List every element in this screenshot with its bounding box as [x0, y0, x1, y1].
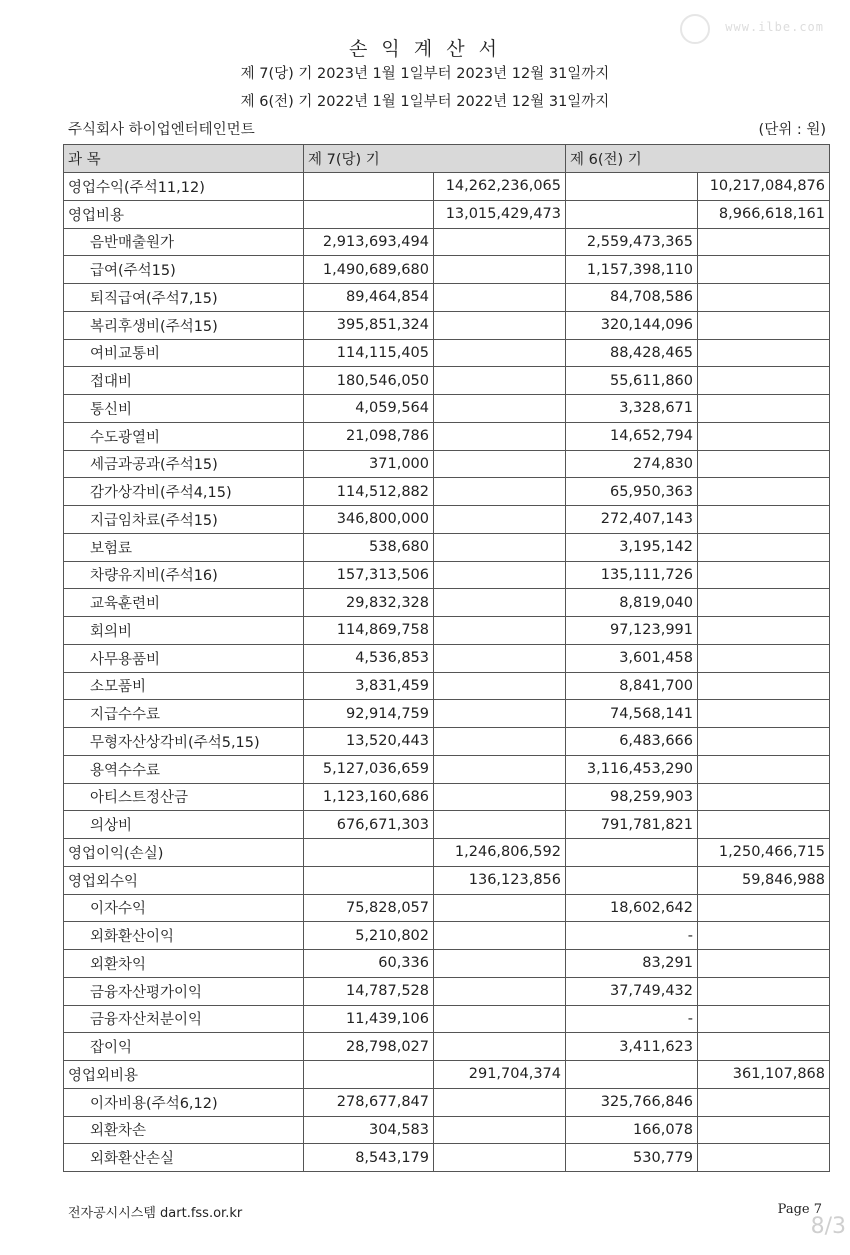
- row-previous-detail: 135,111,726: [566, 561, 698, 589]
- row-item-label: 감가상각비(주석4,15): [64, 478, 304, 506]
- row-current-detail: [304, 200, 434, 228]
- row-current-total: [434, 977, 566, 1005]
- row-previous-total: [698, 1005, 830, 1033]
- row-current-total: [434, 728, 566, 756]
- row-previous-detail: 274,830: [566, 450, 698, 478]
- row-current-total: 13,015,429,473: [434, 200, 566, 228]
- document-title: 손 익 계 산 서: [349, 38, 501, 60]
- row-previous-total: [698, 811, 830, 839]
- row-previous-total: [698, 284, 830, 312]
- row-item-label: 영업외비용: [64, 1061, 304, 1089]
- row-previous-total: [698, 589, 830, 617]
- row-previous-detail: 65,950,363: [566, 478, 698, 506]
- table-row: [64, 755, 830, 783]
- row-current-total: [434, 589, 566, 617]
- row-item-label: 영업수익(주석11,12): [64, 173, 304, 201]
- row-current-detail: 14,787,528: [304, 977, 434, 1005]
- table-row: [64, 1116, 830, 1144]
- table-row: [64, 589, 830, 617]
- table-row: [64, 950, 830, 978]
- row-previous-detail: 18,602,642: [566, 894, 698, 922]
- table-row: [64, 644, 830, 672]
- row-item-label: 지급임차료(주석15): [64, 506, 304, 534]
- row-previous-total: [698, 950, 830, 978]
- table-row: [64, 1144, 830, 1172]
- table-row: [64, 561, 830, 589]
- row-previous-total: 59,846,988: [698, 866, 830, 894]
- row-current-total: [434, 506, 566, 534]
- row-previous-total: 1,250,466,715: [698, 839, 830, 867]
- row-previous-detail: -: [566, 1005, 698, 1033]
- table-row: [64, 839, 830, 867]
- row-current-detail: 157,313,506: [304, 561, 434, 589]
- table-row: [64, 672, 830, 700]
- row-item-label: 영업이익(손실): [64, 839, 304, 867]
- row-item-label: 복리후생비(주석15): [64, 311, 304, 339]
- row-previous-detail: 3,601,458: [566, 644, 698, 672]
- row-previous-total: [698, 395, 830, 423]
- row-previous-total: [698, 367, 830, 395]
- row-previous-detail: 325,766,846: [566, 1088, 698, 1116]
- row-current-total: [434, 450, 566, 478]
- row-current-total: [434, 561, 566, 589]
- row-previous-detail: 1,157,398,110: [566, 256, 698, 284]
- row-previous-detail: 3,411,623: [566, 1033, 698, 1061]
- row-previous-detail: [566, 200, 698, 228]
- row-current-detail: 371,000: [304, 450, 434, 478]
- row-item-label: 외환차익: [64, 950, 304, 978]
- row-previous-detail: 55,611,860: [566, 367, 698, 395]
- table-row: [64, 422, 830, 450]
- row-current-total: [434, 228, 566, 256]
- row-previous-total: [698, 533, 830, 561]
- row-previous-detail: 8,841,700: [566, 672, 698, 700]
- row-item-label: 외환차손: [64, 1116, 304, 1144]
- table-row: [64, 1088, 830, 1116]
- row-item-label: 급여(주석15): [64, 256, 304, 284]
- table-row: [64, 866, 830, 894]
- row-previous-total: 10,217,084,876: [698, 173, 830, 201]
- row-previous-total: [698, 478, 830, 506]
- unit-label: (단위 : 원): [758, 122, 826, 138]
- row-current-detail: 21,098,786: [304, 422, 434, 450]
- row-current-total: [434, 395, 566, 423]
- row-item-label: 교육훈련비: [64, 589, 304, 617]
- row-previous-total: [698, 422, 830, 450]
- row-current-detail: [304, 839, 434, 867]
- row-current-detail: 304,583: [304, 1116, 434, 1144]
- table-row: [64, 700, 830, 728]
- row-previous-total: [698, 755, 830, 783]
- row-current-detail: 75,828,057: [304, 894, 434, 922]
- row-current-detail: 5,210,802: [304, 922, 434, 950]
- row-previous-total: [698, 1033, 830, 1061]
- watermark-text: www.ilbe.com: [725, 20, 824, 34]
- row-current-total: [434, 755, 566, 783]
- row-previous-total: [698, 977, 830, 1005]
- row-previous-total: [698, 894, 830, 922]
- row-current-detail: 4,536,853: [304, 644, 434, 672]
- table-row: [64, 173, 830, 201]
- row-previous-total: 361,107,868: [698, 1061, 830, 1089]
- row-previous-detail: 3,328,671: [566, 395, 698, 423]
- row-previous-total: [698, 700, 830, 728]
- row-previous-total: 8,966,618,161: [698, 200, 830, 228]
- income-statement-table: [63, 144, 830, 1172]
- row-item-label: 이자수익: [64, 894, 304, 922]
- row-previous-detail: 97,123,991: [566, 617, 698, 645]
- row-item-label: 잡이익: [64, 1033, 304, 1061]
- row-previous-detail: 83,291: [566, 950, 698, 978]
- row-previous-total: [698, 450, 830, 478]
- table-row: [64, 311, 830, 339]
- image-counter: 8/3: [810, 1214, 846, 1239]
- table-row: [64, 506, 830, 534]
- row-current-total: [434, 339, 566, 367]
- row-previous-detail: 272,407,143: [566, 506, 698, 534]
- row-current-total: [434, 367, 566, 395]
- table-row: [64, 811, 830, 839]
- row-item-label: 외화환산손실: [64, 1144, 304, 1172]
- row-previous-detail: 8,819,040: [566, 589, 698, 617]
- company-name: 주식회사 하이업엔터테인먼트: [68, 122, 255, 138]
- row-current-total: [434, 1088, 566, 1116]
- row-current-total: 14,262,236,065: [434, 173, 566, 201]
- row-previous-detail: 84,708,586: [566, 284, 698, 312]
- row-previous-total: [698, 256, 830, 284]
- row-current-total: [434, 1005, 566, 1033]
- row-current-total: [434, 311, 566, 339]
- row-item-label: 지급수수료: [64, 700, 304, 728]
- row-current-detail: 395,851,324: [304, 311, 434, 339]
- row-current-detail: 4,059,564: [304, 395, 434, 423]
- row-previous-detail: 320,144,096: [566, 311, 698, 339]
- row-current-detail: 114,512,882: [304, 478, 434, 506]
- table-row: [64, 894, 830, 922]
- row-previous-detail: 88,428,465: [566, 339, 698, 367]
- row-current-total: [434, 478, 566, 506]
- row-item-label: 여비교통비: [64, 339, 304, 367]
- row-previous-total: [698, 311, 830, 339]
- row-current-detail: 114,115,405: [304, 339, 434, 367]
- row-current-total: [434, 644, 566, 672]
- row-current-detail: 28,798,027: [304, 1033, 434, 1061]
- row-item-label: 이자비용(주석6,12): [64, 1088, 304, 1116]
- table-row: [64, 922, 830, 950]
- row-previous-detail: 791,781,821: [566, 811, 698, 839]
- row-item-label: 세금과공과(주석15): [64, 450, 304, 478]
- row-current-detail: 11,439,106: [304, 1005, 434, 1033]
- row-item-label: 음반매출원가: [64, 228, 304, 256]
- row-previous-detail: 3,195,142: [566, 533, 698, 561]
- table-row: [64, 367, 830, 395]
- table-row: [64, 1033, 830, 1061]
- row-previous-total: [698, 617, 830, 645]
- row-item-label: 무형자산상각비(주석5,15): [64, 728, 304, 756]
- row-item-label: 금융자산처분이익: [64, 1005, 304, 1033]
- row-current-detail: 346,800,000: [304, 506, 434, 534]
- row-current-detail: 114,869,758: [304, 617, 434, 645]
- row-current-detail: 676,671,303: [304, 811, 434, 839]
- row-item-label: 통신비: [64, 395, 304, 423]
- row-previous-detail: [566, 173, 698, 201]
- row-current-detail: 278,677,847: [304, 1088, 434, 1116]
- row-previous-detail: 37,749,432: [566, 977, 698, 1005]
- row-current-total: [434, 256, 566, 284]
- table-row: [64, 977, 830, 1005]
- header-item: 과 목: [64, 145, 304, 173]
- row-current-total: 1,246,806,592: [434, 839, 566, 867]
- row-current-detail: 180,546,050: [304, 367, 434, 395]
- row-item-label: 사무용품비: [64, 644, 304, 672]
- row-item-label: 소모품비: [64, 672, 304, 700]
- row-previous-total: [698, 922, 830, 950]
- row-item-label: 금융자산평가이익: [64, 977, 304, 1005]
- row-current-detail: [304, 173, 434, 201]
- table-row: [64, 728, 830, 756]
- table-row: [64, 1061, 830, 1089]
- row-previous-total: [698, 561, 830, 589]
- row-previous-total: [698, 506, 830, 534]
- row-current-detail: 1,123,160,686: [304, 783, 434, 811]
- header-previous-period: 제 6(전) 기: [566, 145, 830, 173]
- row-previous-detail: 530,779: [566, 1144, 698, 1172]
- table-row: [64, 478, 830, 506]
- row-item-label: 외화환산이익: [64, 922, 304, 950]
- row-previous-detail: [566, 1061, 698, 1089]
- row-current-total: [434, 1116, 566, 1144]
- row-current-total: [434, 1033, 566, 1061]
- row-current-total: [434, 1144, 566, 1172]
- row-previous-total: [698, 228, 830, 256]
- row-item-label: 차량유지비(주석16): [64, 561, 304, 589]
- row-previous-total: [698, 672, 830, 700]
- table-header-row: [64, 145, 830, 173]
- row-previous-total: [698, 1144, 830, 1172]
- row-item-label: 수도광열비: [64, 422, 304, 450]
- row-current-detail: 89,464,854: [304, 284, 434, 312]
- row-previous-detail: 6,483,666: [566, 728, 698, 756]
- row-previous-total: [698, 1088, 830, 1116]
- row-previous-detail: 14,652,794: [566, 422, 698, 450]
- row-current-total: 291,704,374: [434, 1061, 566, 1089]
- table-row: [64, 284, 830, 312]
- row-current-total: [434, 811, 566, 839]
- row-item-label: 회의비: [64, 617, 304, 645]
- row-current-detail: 29,832,328: [304, 589, 434, 617]
- row-previous-detail: [566, 839, 698, 867]
- row-previous-detail: 98,259,903: [566, 783, 698, 811]
- row-current-total: 136,123,856: [434, 866, 566, 894]
- row-item-label: 아티스트정산금: [64, 783, 304, 811]
- row-previous-total: [698, 1116, 830, 1144]
- header-current-period: 제 7(당) 기: [304, 145, 566, 173]
- row-current-detail: 92,914,759: [304, 700, 434, 728]
- table-row: [64, 256, 830, 284]
- row-current-total: [434, 894, 566, 922]
- row-previous-detail: -: [566, 922, 698, 950]
- row-item-label: 용역수수료: [64, 755, 304, 783]
- row-current-total: [434, 533, 566, 561]
- period-current: 제 7(당) 기 2023년 1월 1일부터 2023년 12월 31일까지: [240, 66, 610, 82]
- row-item-label: 영업외수익: [64, 866, 304, 894]
- table-row: [64, 200, 830, 228]
- row-current-detail: 8,543,179: [304, 1144, 434, 1172]
- row-item-label: 접대비: [64, 367, 304, 395]
- table-row: [64, 533, 830, 561]
- row-previous-total: [698, 339, 830, 367]
- row-current-total: [434, 700, 566, 728]
- row-current-total: [434, 284, 566, 312]
- row-previous-detail: 2,559,473,365: [566, 228, 698, 256]
- row-item-label: 영업비용: [64, 200, 304, 228]
- row-previous-detail: 3,116,453,290: [566, 755, 698, 783]
- row-current-detail: 538,680: [304, 533, 434, 561]
- row-current-detail: [304, 866, 434, 894]
- table-row: [64, 228, 830, 256]
- row-item-label: 보험료: [64, 533, 304, 561]
- row-current-detail: 5,127,036,659: [304, 755, 434, 783]
- row-current-total: [434, 950, 566, 978]
- row-current-total: [434, 422, 566, 450]
- table-row: [64, 1005, 830, 1033]
- table-row: [64, 395, 830, 423]
- row-current-total: [434, 922, 566, 950]
- row-current-detail: 3,831,459: [304, 672, 434, 700]
- row-current-detail: 1,490,689,680: [304, 256, 434, 284]
- row-current-total: [434, 783, 566, 811]
- row-previous-detail: 166,078: [566, 1116, 698, 1144]
- row-current-detail: [304, 1061, 434, 1089]
- table-row: [64, 450, 830, 478]
- row-previous-detail: [566, 866, 698, 894]
- row-previous-detail: 74,568,141: [566, 700, 698, 728]
- row-item-label: 의상비: [64, 811, 304, 839]
- table-row: [64, 617, 830, 645]
- row-current-total: [434, 672, 566, 700]
- page-number: Page 7: [777, 1202, 822, 1217]
- row-current-total: [434, 617, 566, 645]
- row-item-label: 퇴직급여(주석7,15): [64, 284, 304, 312]
- period-previous: 제 6(전) 기 2022년 1월 1일부터 2022년 12월 31일까지: [240, 94, 610, 110]
- row-current-detail: 2,913,693,494: [304, 228, 434, 256]
- footer-system: 전자공시시스템 dart.fss.or.kr: [68, 1206, 243, 1221]
- table-row: [64, 783, 830, 811]
- row-previous-total: [698, 644, 830, 672]
- row-previous-total: [698, 783, 830, 811]
- row-current-detail: 60,336: [304, 950, 434, 978]
- row-previous-total: [698, 728, 830, 756]
- table-row: [64, 339, 830, 367]
- row-current-detail: 13,520,443: [304, 728, 434, 756]
